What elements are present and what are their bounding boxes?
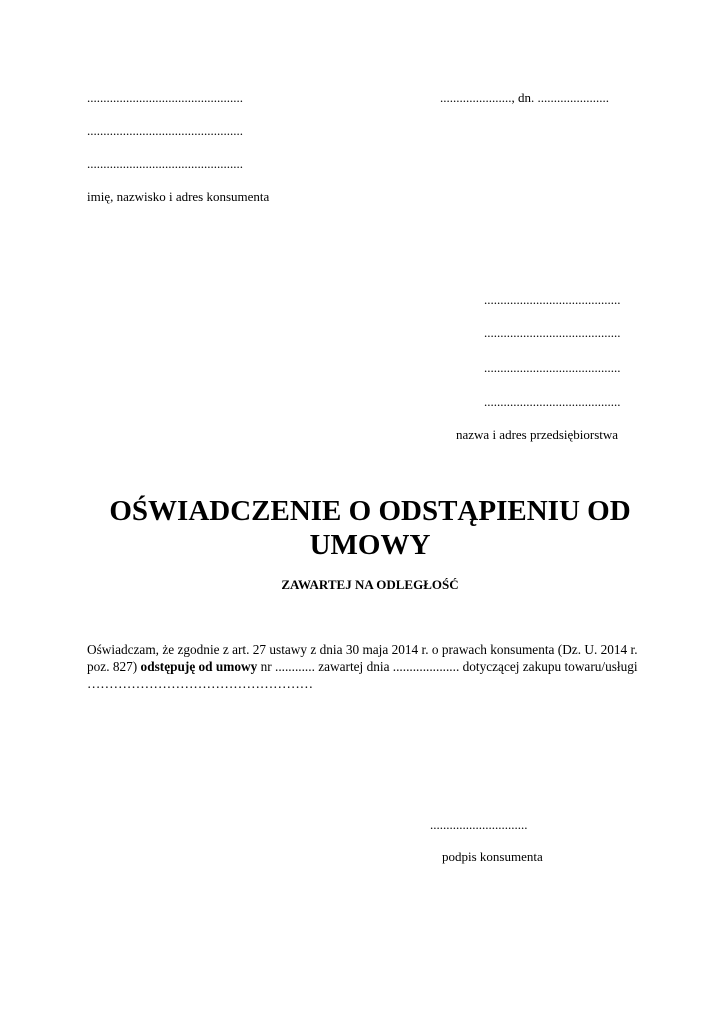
signature-label: podpis konsumenta — [442, 849, 543, 864]
document-subtitle: ZAWARTEJ NA ODLEGŁOŚĆ — [281, 577, 459, 592]
business-label: nazwa i adres przedsiębiorstwa — [456, 427, 619, 442]
business-line-1: .......................................... — [484, 292, 621, 307]
statement-paragraph — [87, 641, 647, 692]
place-date-line: ......................, dn. ...................... — [440, 90, 609, 105]
signature-line: .............................. — [430, 817, 528, 832]
document-title-line-2: UMOWY — [309, 529, 431, 561]
statement-bold-text: odstępuję od umowy — [140, 659, 258, 674]
statement-text-2: nr ............ zawartej dnia .................... dotyczącej zakupu towaru/usługi …………………………………………… — [87, 659, 638, 691]
statement-text-1: Oświadczam, że zgodnie z art. 27 ustawy z dnia 30 maja 2014 r. o prawach konsumenta (Dz. U. 2014 r. poz. 827) — [87, 642, 638, 674]
business-line-4: .......................................... — [484, 394, 621, 409]
consumer-line-2: ................................................ — [87, 123, 243, 138]
consumer-label: imię, nazwisko i adres konsumenta — [87, 189, 270, 204]
consumer-line-1: ................................................ — [87, 90, 243, 105]
document-title — [60, 494, 680, 562]
document-title-line-1: OŚWIADCZENIE O ODSTĄPIENIU OD — [109, 495, 631, 527]
business-line-3: .......................................... — [484, 360, 621, 375]
business-line-2: .......................................... — [484, 325, 621, 340]
consumer-line-3: ................................................ — [87, 156, 243, 171]
